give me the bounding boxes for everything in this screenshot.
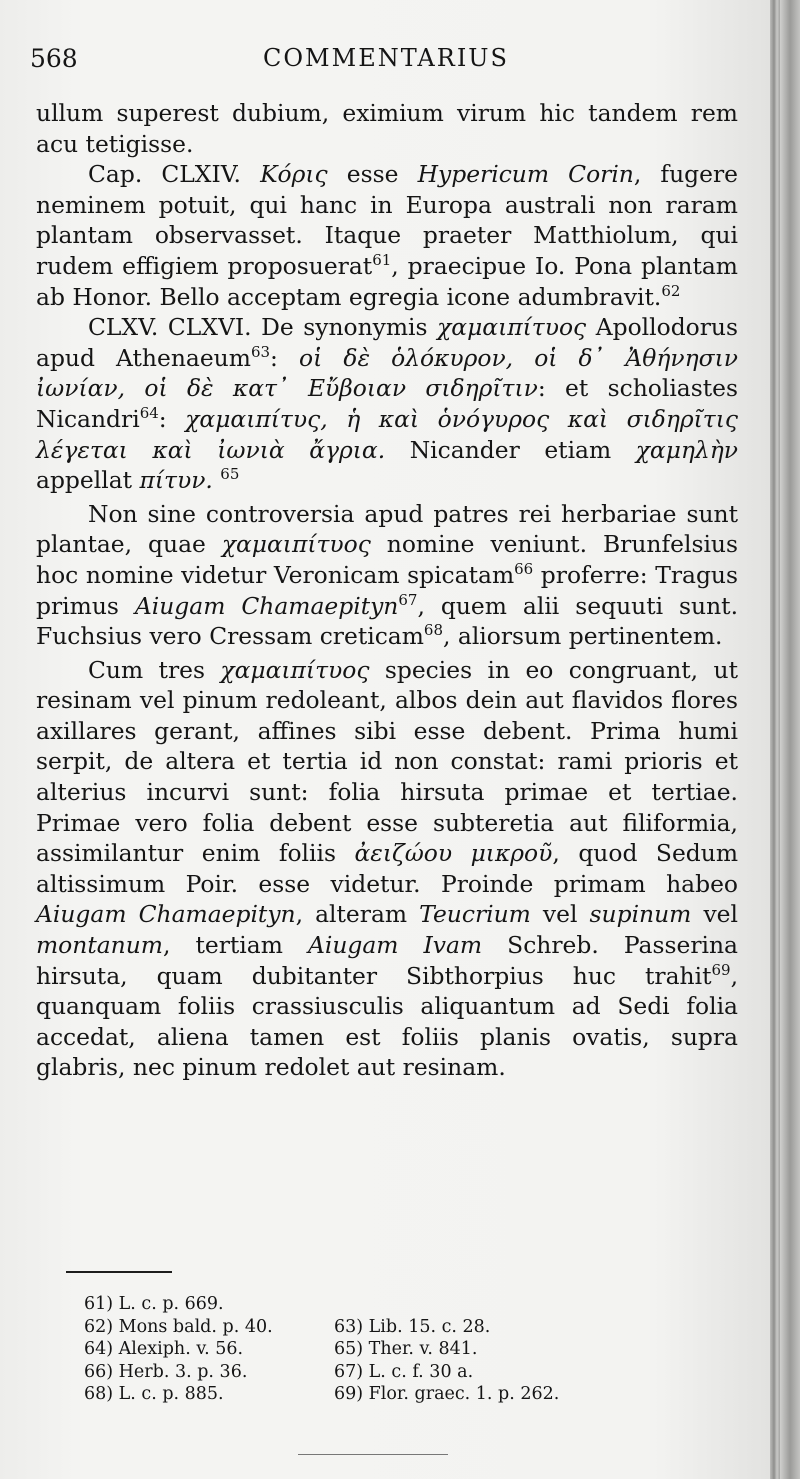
paragraph-cap-clxiv (36, 159, 738, 312)
text-run: : (270, 343, 300, 372)
text-run: CLXV. CLXVI. De synonymis (88, 313, 438, 342)
main-text (36, 98, 738, 1083)
text-run: , aliorsum pertinentem. (443, 622, 723, 651)
italic-species-name: supinum (589, 900, 692, 929)
text-run: , quanquam foliis crassiusculis aliquantum ad Sedi folia accedat, aliena tamen est foliis planis ovatis, supra glabris, nec pinum redolet aut resinam. (36, 961, 738, 1082)
footnote-row (84, 1293, 644, 1316)
greek-quote: οἱ δὲ ὁλόκυρον, οἱ δ᾽ Ἀθήνησιν ἰωνίαν, οἱ δὲ κατ᾽ Εὔβοιαν σιδηρῖτιν (36, 343, 738, 403)
page-header (30, 44, 742, 78)
footnote: 62) Mons bald. p. 40. (84, 1316, 273, 1337)
footnote-ref: 68 (423, 621, 444, 640)
footnote-row (84, 1338, 644, 1361)
paragraph-1: ullum superest dubium, eximium virum hic tandem rem acu tetigisse. (36, 99, 738, 158)
text-run: esse (327, 160, 418, 189)
footnote-ref: 66 (514, 559, 534, 578)
bottom-rule (298, 1454, 448, 1455)
italic-species-name: Teucrium (419, 900, 531, 929)
text-run: vel (530, 900, 590, 929)
text-run: : (158, 404, 186, 433)
footnote-ref: 67 (398, 590, 418, 609)
footnote-ref: 64 (139, 403, 159, 422)
footnote-ref: 62 (661, 281, 681, 300)
page-number: 568 (30, 44, 78, 73)
footnotes (84, 1293, 644, 1406)
greek-term: χαμαιπίτυος (221, 530, 371, 559)
text-run: Cap. CLXIV. (88, 160, 261, 189)
greek-term: Κόρις (260, 160, 328, 189)
text-run: , quod Sedum altissimum Poir. esse videtur. Proinde primam habeo (36, 839, 739, 898)
greek-term: χαμηλὴν (635, 435, 738, 464)
page-edge (770, 0, 780, 1479)
footnote: 68) L. c. p. 885. (84, 1384, 224, 1404)
text-run: , tertiam (162, 931, 308, 960)
footnote-row (84, 1361, 644, 1384)
paragraph-controversia (36, 499, 738, 652)
text-run: vel (691, 900, 738, 929)
text-run: : et scholiastes Nicandri (36, 374, 739, 433)
greek-term: χαμαιπίτυος (437, 313, 587, 342)
italic-species-name: Aiugam Ivam (307, 931, 483, 960)
footnote: 64) Alexiph. v. 56. (84, 1339, 244, 1359)
paragraph-cum-tres (36, 655, 738, 1083)
footnote: 61) L. c. p. 669. (84, 1294, 224, 1314)
italic-species-name: Hypericum Corin (417, 160, 634, 189)
greek-quote: χαμαιπίτυς, ἡ καὶ ὁνόγυρος καὶ σιδηρῖτις λέγεται καὶ ἰωνιὰ ἄγρια. (36, 404, 738, 464)
footnote-row (84, 1316, 644, 1339)
text-run: proferre: Tragus primus (36, 560, 738, 620)
text-run: Nicander etiam (385, 435, 636, 464)
text-run: appellat (36, 466, 140, 495)
running-head: COMMENTARIUS (263, 44, 509, 72)
text-run: , praecipue Io. Pona plantam ab Honor. Bello acceptam egregia icone adumbravit. (36, 251, 738, 311)
text-run: Schreb. Passerina hirsuta, quam dubitanter Sibthorpius huc trahit (36, 931, 738, 990)
footnote: 63) Lib. 15. c. 28. (334, 1316, 491, 1337)
greek-term: χαμαιπίτυος (220, 655, 370, 684)
text-run: , alteram (295, 900, 420, 929)
italic-species-name: Aiugam Chamaepityn (134, 591, 399, 620)
paragraph-clxv-clxvi (36, 312, 738, 496)
footnote: 65) Ther. v. 841. (334, 1339, 478, 1359)
footnote: 66) Herb. 3. p. 36. (84, 1361, 248, 1382)
footnote: 67) L. c. f. 30 a. (334, 1361, 474, 1382)
italic-species-name: montanum (36, 931, 163, 960)
text-run: species in eo congruant, ut resinam vel pinum redoleant, albos dein aut flavidos flores axillares gerant, affines sibi esse debent. Prima humi serpit, de altera et tertia id non constat: rami prioris et alterius incurvi sunt: folia hirsuta primae et tertiae. Primae vero folia debent esse subteretia aut filiformia, assimilantur enim foliis (36, 655, 738, 868)
text-run: Cum tres (88, 655, 221, 684)
footnote-row (84, 1383, 644, 1406)
footnote-ref: 69 (711, 960, 731, 979)
footnote: 69) Flor. graec. 1. p. 262. (334, 1384, 560, 1404)
footnote-ref: 63 (250, 342, 271, 361)
footnote-ref: 65 (220, 465, 240, 484)
greek-term: πίτυν. (139, 466, 213, 495)
text-run: , fugere neminem potuit, qui hanc in Europa australi non raram plantam observasset. Itaque praeter Matthiolum, qui rudem effigiem proposuerat (36, 160, 738, 280)
greek-term: ἀειζώου μικροῦ (354, 839, 553, 868)
page-edge-outer (780, 0, 800, 1479)
footnote-ref: 61 (372, 250, 392, 269)
text-run: , quem alii sequuti sunt. Fuchsius vero Cressam creticam (36, 591, 739, 651)
text-run: nomine veniunt. Brunfelsius hoc nomine videtur Veronicam spicatam (36, 530, 738, 589)
text-run: Non sine controversia apud patres rei herbariae sunt plantae, quae (36, 499, 738, 559)
text-run: Apollodorus apud Athenaeum (36, 313, 738, 372)
italic-species-name: Aiugam Chamaepityn (36, 900, 296, 929)
footnote-rule (66, 1271, 172, 1273)
